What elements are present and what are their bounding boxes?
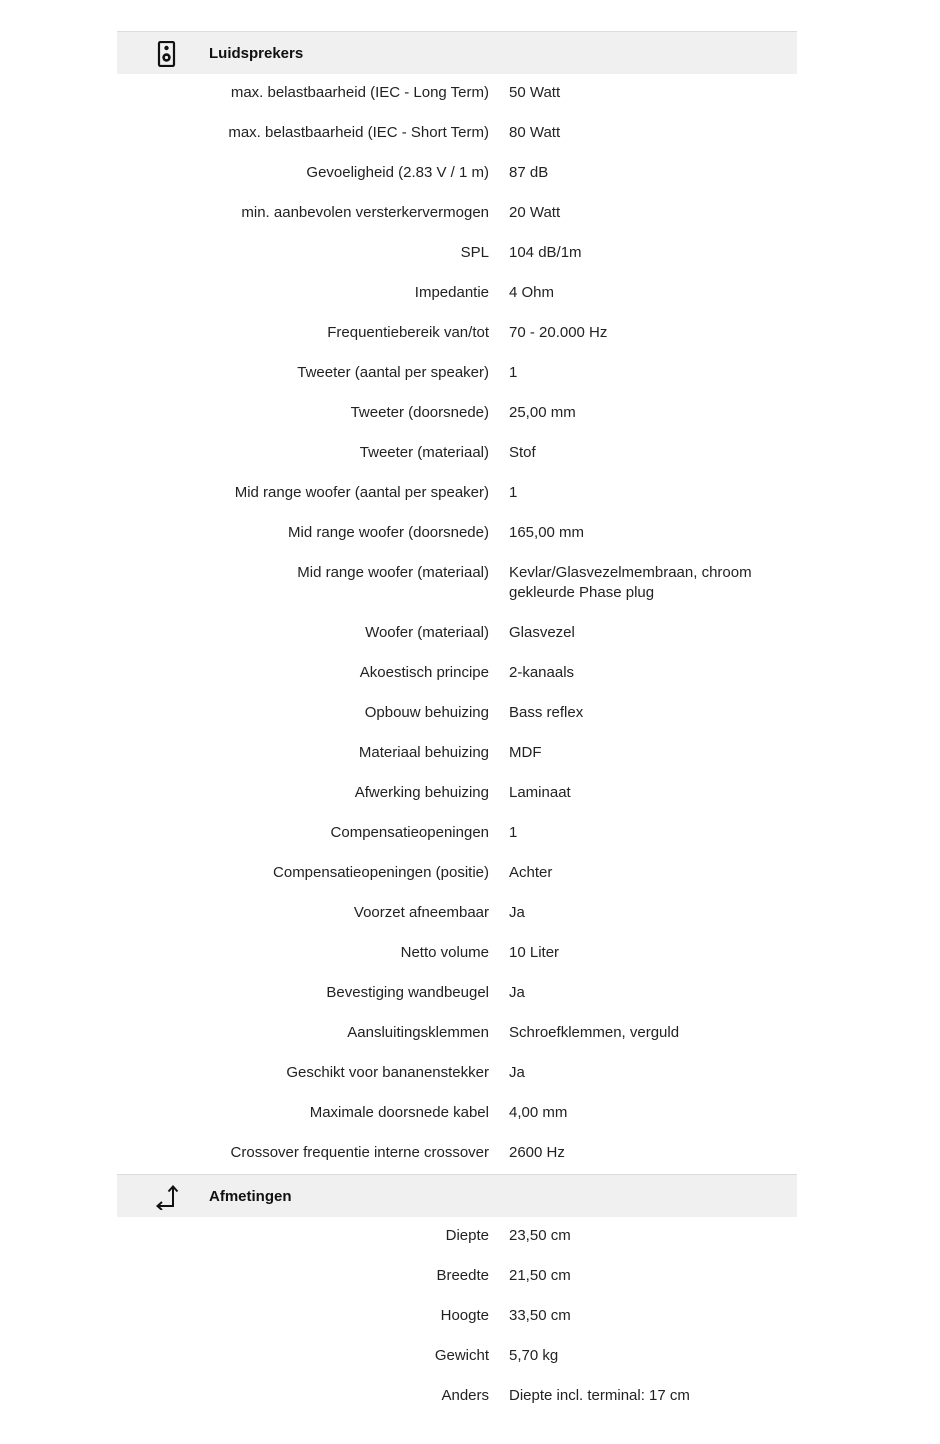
spec-value: 10 Liter: [509, 944, 560, 961]
spec-label: max. belastbaarheid (IEC - Short Term): [228, 124, 489, 141]
spec-label: Tweeter (aantal per speaker): [297, 364, 489, 381]
spec-value: 20 Watt: [509, 204, 561, 221]
spec-row: [117, 194, 797, 234]
section-title: Afmetingen: [209, 1187, 292, 1205]
spec-value: 2600 Hz: [509, 1144, 565, 1161]
spec-value: 70 - 20.000 Hz: [509, 324, 608, 341]
spec-label: Mid range woofer (materiaal): [297, 564, 489, 581]
spec-label: Hoogte: [440, 1307, 489, 1324]
spec-row: [117, 1337, 797, 1377]
spec-value: 1: [509, 364, 518, 381]
spec-row: [117, 514, 797, 554]
spec-label: Impedantie: [414, 284, 489, 301]
spec-row: [117, 654, 797, 694]
spec-row: [117, 234, 797, 274]
spec-label: Mid range woofer (aantal per speaker): [234, 484, 489, 501]
spec-rows: [117, 1217, 797, 1417]
spec-row: [117, 114, 797, 154]
spec-value: 25,00 mm: [509, 404, 576, 421]
spec-row: [117, 1134, 797, 1174]
spec-row: [117, 814, 797, 854]
spec-label: Crossover frequentie interne crossover: [230, 1144, 489, 1161]
spec-label: Materiaal behuizing: [358, 744, 489, 761]
spec-label: Woofer (materiaal): [365, 624, 489, 641]
spec-value: 50 Watt: [509, 84, 561, 101]
spec-value: Schroefklemmen, verguld: [509, 1024, 680, 1041]
spec-value: 80 Watt: [509, 124, 561, 141]
spec-row: [117, 734, 797, 774]
section-title: Luidsprekers: [209, 44, 304, 62]
spec-table: [117, 31, 797, 1417]
spec-row: [117, 1377, 797, 1417]
spec-label: Compensatieopeningen: [330, 824, 489, 841]
spec-value: 4,00 mm: [509, 1104, 568, 1121]
section-header: [117, 31, 797, 74]
spec-label: Afwerking behuizing: [354, 784, 489, 801]
section-afmetingen: [117, 1174, 797, 1417]
spec-row: [117, 1297, 797, 1337]
spec-row: [117, 314, 797, 354]
spec-value: Ja: [509, 984, 525, 1001]
spec-row: [117, 154, 797, 194]
spec-row: [117, 474, 797, 514]
spec-value: Glasvezel: [509, 624, 575, 641]
spec-row: [117, 274, 797, 314]
spec-row: [117, 774, 797, 814]
spec-value: 87 dB: [509, 164, 549, 181]
spec-row: [117, 1094, 797, 1134]
spec-row: [117, 74, 797, 114]
spec-value: Bass reflex: [509, 704, 584, 721]
spec-value: 23,50 cm: [509, 1227, 571, 1244]
spec-value: Ja: [509, 904, 525, 921]
spec-row: [117, 854, 797, 894]
spec-label: min. aanbevolen versterkervermogen: [241, 204, 489, 221]
section-luidsprekers: [117, 31, 797, 1174]
spec-row: [117, 894, 797, 934]
spec-row: [117, 614, 797, 654]
spec-row: [117, 554, 797, 614]
spec-row: [117, 434, 797, 474]
spec-label: Anders: [441, 1387, 489, 1404]
spec-row: [117, 354, 797, 394]
spec-value: 33,50 cm: [509, 1307, 571, 1324]
spec-value: 165,00 mm: [509, 524, 585, 541]
spec-value: Laminaat: [509, 784, 571, 801]
spec-label: Gewicht: [434, 1347, 489, 1364]
spec-label: SPL: [460, 244, 489, 261]
speaker-icon: [155, 41, 179, 67]
spec-row: [117, 1257, 797, 1297]
spec-label: Tweeter (materiaal): [359, 444, 489, 461]
spec-rows: [117, 74, 797, 1174]
spec-label: Tweeter (doorsnede): [350, 404, 489, 421]
spec-value: 5,70 kg: [509, 1347, 559, 1364]
dimensions-arrow-icon: [155, 1184, 179, 1210]
spec-value: Diepte incl. terminal: 17 cm: [509, 1387, 690, 1404]
section-header: [117, 1174, 797, 1217]
spec-row: [117, 394, 797, 434]
spec-label: max. belastbaarheid (IEC - Long Term): [230, 84, 489, 101]
spec-value: Stof: [509, 444, 536, 461]
spec-value: 21,50 cm: [509, 1267, 571, 1284]
spec-value: Ja: [509, 1064, 525, 1081]
spec-label: Maximale doorsnede kabel: [309, 1104, 489, 1121]
spec-label: Geschikt voor bananenstekker: [286, 1064, 489, 1081]
spec-label: Opbouw behuizing: [364, 704, 489, 721]
spec-label: Bevestiging wandbeugel: [326, 984, 489, 1001]
spec-row: [117, 974, 797, 1014]
spec-label: Aansluitingsklemmen: [347, 1024, 489, 1041]
spec-row: [117, 1014, 797, 1054]
spec-label: Gevoeligheid (2.83 V / 1 m): [306, 164, 489, 181]
spec-label: Netto volume: [400, 944, 489, 961]
spec-label: Compensatieopeningen (positie): [273, 864, 489, 881]
spec-value: Kevlar/Glasvezelmembraan, chroom gekleurde Phase plug: [509, 564, 752, 601]
spec-label: Frequentiebereik van/tot: [327, 324, 489, 341]
spec-row: [117, 1217, 797, 1257]
spec-value: 4 Ohm: [509, 284, 555, 301]
spec-label: Mid range woofer (doorsnede): [288, 524, 489, 541]
spec-value: 104 dB/1m: [509, 244, 582, 261]
spec-value: Achter: [509, 864, 553, 881]
spec-label: Voorzet afneembaar: [353, 904, 489, 921]
spec-label: Breedte: [436, 1267, 489, 1284]
spec-row: [117, 694, 797, 734]
spec-row: [117, 1054, 797, 1094]
spec-value: 2-kanaals: [509, 664, 575, 681]
spec-label: Diepte: [445, 1227, 489, 1244]
spec-label: Akoestisch principe: [359, 664, 489, 681]
spec-value: MDF: [509, 744, 542, 761]
spec-row: [117, 934, 797, 974]
spec-value: 1: [509, 484, 518, 501]
spec-value: 1: [509, 824, 518, 841]
